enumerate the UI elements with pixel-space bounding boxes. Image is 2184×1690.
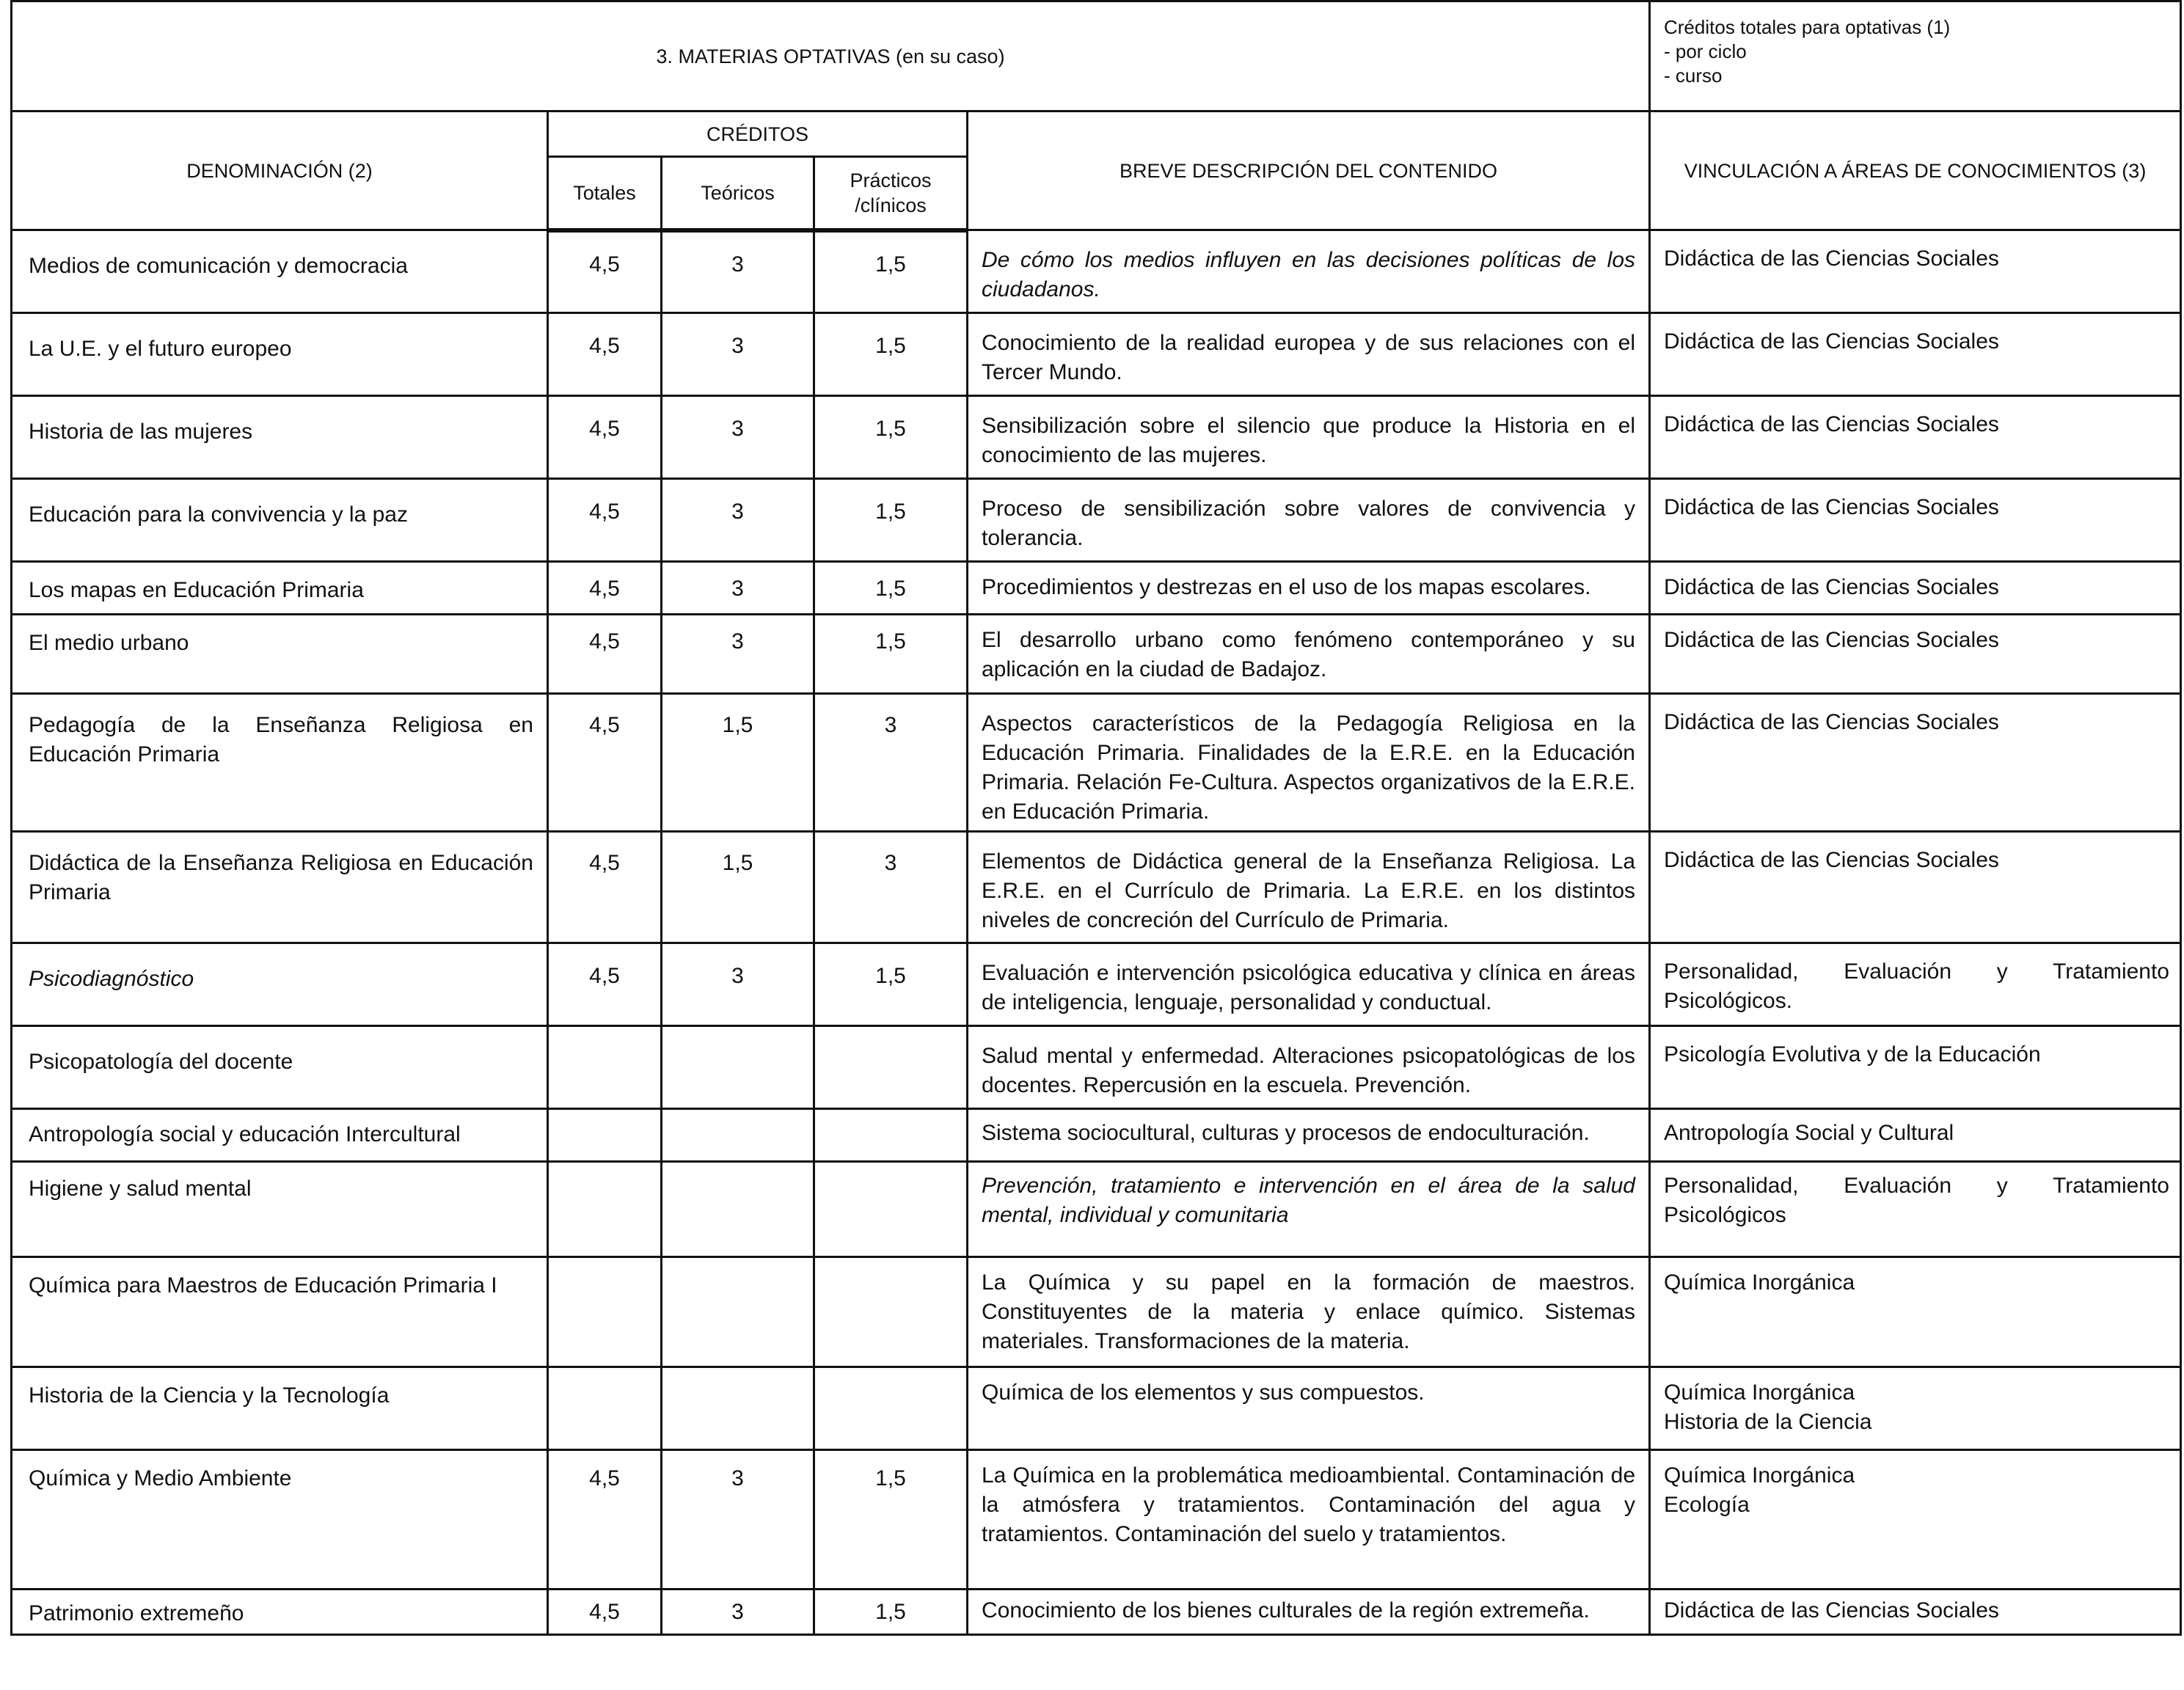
table-row: [12, 1367, 2181, 1450]
row-descripcion: Salud mental y enfermedad. Alteraciones psicopatológicas de los docentes. Repercusión en la escuela. Prevención.: [968, 1026, 1650, 1109]
row-area: Didáctica de las Ciencias Sociales: [1650, 313, 2181, 396]
row-practicos: [814, 1162, 968, 1257]
row-teoricos: 3: [662, 1450, 814, 1590]
table-row: [12, 1026, 2181, 1109]
row-teoricos: 1,5: [662, 694, 814, 832]
row-totales: 4,5: [548, 943, 662, 1026]
row-denominacion: Los mapas en Educación Primaria: [12, 562, 548, 615]
row-teoricos: [662, 1162, 814, 1257]
row-descripcion: Sistema sociocultural, culturas y procesos de endoculturación.: [968, 1109, 1650, 1162]
col-header-teoricos: Teóricos: [662, 157, 814, 230]
table-row: [12, 1109, 2181, 1162]
row-descripcion: El desarrollo urbano como fenómeno contemporáneo y su aplicación en la ciudad de Badajoz.: [968, 615, 1650, 694]
col-header-practicos: Prácticos /clínicos: [814, 157, 968, 230]
table-row: [12, 396, 2181, 479]
row-totales: [548, 1162, 662, 1257]
row-totales: [548, 1109, 662, 1162]
row-teoricos: 3: [662, 615, 814, 694]
row-totales: 4,5: [548, 562, 662, 615]
row-descripcion: Prevención, tratamiento e intervención en el área de la salud mental, individual y comunitaria: [968, 1162, 1650, 1257]
row-teoricos: 3: [662, 479, 814, 562]
row-totales: 4,5: [548, 615, 662, 694]
row-denominacion: Química y Medio Ambiente: [12, 1450, 548, 1590]
credits-note: Créditos totales para optativas (1) - por ciclo - curso: [1650, 1, 2181, 111]
row-teoricos: 3: [662, 313, 814, 396]
table-row: [12, 230, 2181, 313]
row-teoricos: 3: [662, 562, 814, 615]
row-practicos: 1,5: [814, 230, 968, 313]
row-descripcion: Aspectos característicos de la Pedagogía Religiosa en la Educación Primaria. Finalidades de la E.R.E. en la Educación Primaria. Relación Fe-Cultura. Aspectos organizativos de la E.R.E. en Educación Primaria.: [968, 694, 1650, 832]
row-descripcion: Elementos de Didáctica general de la Enseñanza Religiosa. La E.R.E. en el Currículo de Primaria. La E.R.E. en los distintos niveles de concreción del Currículo de Primaria.: [968, 832, 1650, 943]
row-area: Antropología Social y Cultural: [1650, 1109, 2181, 1162]
row-denominacion: Historia de las mujeres: [12, 396, 548, 479]
row-denominacion: Antropología social y educación Intercultural: [12, 1109, 548, 1162]
row-denominacion: Higiene y salud mental: [12, 1162, 548, 1257]
table-row: [12, 479, 2181, 562]
row-descripcion: La Química y su papel en la formación de maestros. Constituyentes de la materia y enlace químico. Sistemas materiales. Transformaciones de la materia.: [968, 1257, 1650, 1367]
row-denominacion: La U.E. y el futuro europeo: [12, 313, 548, 396]
title-row: [12, 1, 2181, 111]
col-header-totales: Totales: [548, 157, 662, 230]
row-practicos: 1,5: [814, 479, 968, 562]
row-area: Psicología Evolutiva y de la Educación: [1650, 1026, 2181, 1109]
row-practicos: 1,5: [814, 396, 968, 479]
row-area: Personalidad, Evaluación y Tratamiento Psicológicos: [1650, 1162, 2181, 1257]
row-area: Didáctica de las Ciencias Sociales: [1650, 832, 2181, 943]
row-practicos: 1,5: [814, 562, 968, 615]
row-area: Personalidad, Evaluación y Tratamiento Psicológicos.: [1650, 943, 2181, 1026]
row-practicos: 3: [814, 832, 968, 943]
row-descripcion: Conocimiento de la realidad europea y de sus relaciones con el Tercer Mundo.: [968, 313, 1650, 396]
row-teoricos: [662, 1026, 814, 1109]
row-teoricos: [662, 1257, 814, 1367]
table-row: [12, 832, 2181, 943]
row-denominacion: Medios de comunicación y democracia: [12, 230, 548, 313]
row-totales: 4,5: [548, 1450, 662, 1590]
row-denominacion: El medio urbano: [12, 615, 548, 694]
row-totales: [548, 1026, 662, 1109]
col-header-creditos: CRÉDITOS: [548, 111, 968, 157]
row-practicos: 1,5: [814, 615, 968, 694]
col-header-descripcion: BREVE DESCRIPCIÓN DEL CONTENIDO: [968, 111, 1650, 230]
row-descripcion: Evaluación e intervención psicológica educativa y clínica en áreas de inteligencia, lenguaje, personalidad y conductual.: [968, 943, 1650, 1026]
row-totales: 4,5: [548, 396, 662, 479]
row-area: Química Inorgánica Historia de la Ciencia: [1650, 1367, 2181, 1450]
row-area: Química Inorgánica Ecología: [1650, 1450, 2181, 1590]
row-denominacion: Patrimonio extremeño: [12, 1590, 548, 1635]
row-denominacion: Didáctica de la Enseñanza Religiosa en Educación Primaria: [12, 832, 548, 943]
row-denominacion: Educación para la convivencia y la paz: [12, 479, 548, 562]
table-row: [12, 1450, 2181, 1590]
row-denominacion: Química para Maestros de Educación Primaria I: [12, 1257, 548, 1367]
row-area: Didáctica de las Ciencias Sociales: [1650, 562, 2181, 615]
row-totales: [548, 1367, 662, 1450]
row-area: Didáctica de las Ciencias Sociales: [1650, 1590, 2181, 1635]
header-row-1: [12, 111, 2181, 157]
row-descripcion: De cómo los medios influyen en las decisiones políticas de los ciudadanos.: [968, 230, 1650, 313]
table-row: [12, 694, 2181, 832]
row-totales: 4,5: [548, 694, 662, 832]
table-row: [12, 562, 2181, 615]
row-practicos: [814, 1026, 968, 1109]
row-area: Química Inorgánica: [1650, 1257, 2181, 1367]
row-descripcion: Sensibilización sobre el silencio que produce la Historia en el conocimiento de las mujeres.: [968, 396, 1650, 479]
row-totales: 4,5: [548, 832, 662, 943]
row-practicos: [814, 1367, 968, 1450]
row-practicos: 1,5: [814, 943, 968, 1026]
row-totales: 4,5: [548, 1590, 662, 1635]
row-area: Didáctica de las Ciencias Sociales: [1650, 396, 2181, 479]
col-header-denominacion: DENOMINACIÓN (2): [12, 111, 548, 230]
row-teoricos: 3: [662, 230, 814, 313]
row-denominacion: Pedagogía de la Enseñanza Religiosa en Educación Primaria: [12, 694, 548, 832]
row-area: Didáctica de las Ciencias Sociales: [1650, 615, 2181, 694]
section-title: 3. MATERIAS OPTATIVAS (en su caso): [12, 1, 1650, 111]
row-descripcion: Conocimiento de los bienes culturales de la región extremeña.: [968, 1590, 1650, 1635]
table-row: [12, 1257, 2181, 1367]
row-teoricos: 1,5: [662, 832, 814, 943]
table-row: [12, 1590, 2181, 1635]
table-row: [12, 1162, 2181, 1257]
row-practicos: 1,5: [814, 1450, 968, 1590]
table-row: [12, 943, 2181, 1026]
col-header-vinculacion: VINCULACIÓN A ÁREAS DE CONOCIMIENTOS (3): [1650, 111, 2181, 230]
row-totales: 4,5: [548, 313, 662, 396]
optativas-document: [10, 0, 2184, 1690]
row-practicos: 1,5: [814, 1590, 968, 1635]
row-descripcion: Química de los elementos y sus compuestos.: [968, 1367, 1650, 1450]
row-descripcion: Procedimientos y destrezas en el uso de los mapas escolares.: [968, 562, 1650, 615]
row-totales: 4,5: [548, 479, 662, 562]
table-row: [12, 615, 2181, 694]
row-teoricos: 3: [662, 1590, 814, 1635]
row-descripcion: La Química en la problemática medioambiental. Contaminación de la atmósfera y tratamientos. Contaminación del agua y tratamientos. Contaminación del suelo y tratamientos.: [968, 1450, 1650, 1590]
row-totales: [548, 1257, 662, 1367]
row-teoricos: 3: [662, 943, 814, 1026]
row-denominacion: Psicopatología del docente: [12, 1026, 548, 1109]
row-descripcion: Proceso de sensibilización sobre valores de convivencia y tolerancia.: [968, 479, 1650, 562]
row-practicos: [814, 1109, 968, 1162]
row-totales: 4,5: [548, 230, 662, 313]
materias-optativas-table: [10, 0, 2182, 1636]
row-practicos: [814, 1257, 968, 1367]
row-denominacion: Historia de la Ciencia y la Tecnología: [12, 1367, 548, 1450]
row-area: Didáctica de las Ciencias Sociales: [1650, 479, 2181, 562]
row-practicos: 3: [814, 694, 968, 832]
table-row: [12, 313, 2181, 396]
row-denominacion: Psicodiagnóstico: [12, 943, 548, 1026]
row-teoricos: [662, 1109, 814, 1162]
row-practicos: 1,5: [814, 313, 968, 396]
row-teoricos: [662, 1367, 814, 1450]
row-area: Didáctica de las Ciencias Sociales: [1650, 694, 2181, 832]
row-area: Didáctica de las Ciencias Sociales: [1650, 230, 2181, 313]
row-teoricos: 3: [662, 396, 814, 479]
